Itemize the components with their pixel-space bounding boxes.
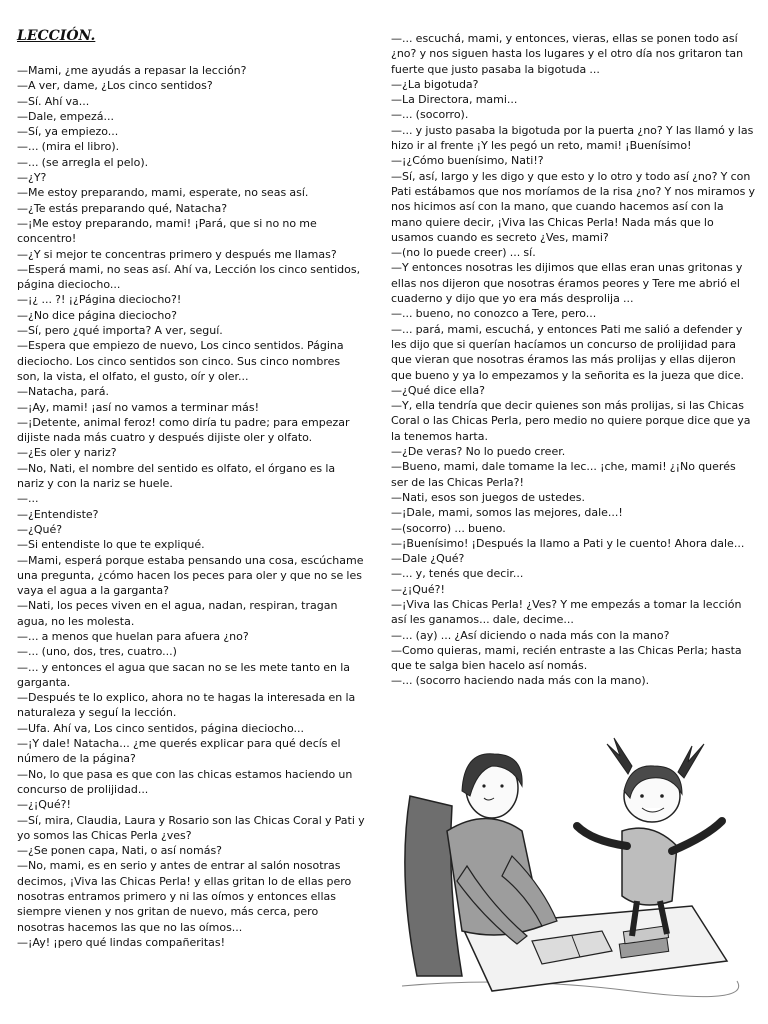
dialogue-line: —... (ay) ... ¿Así diciendo o nada más con la mano? <box>391 628 670 642</box>
dialogue-line: —A ver, dame, ¿Los cinco sentidos? <box>17 79 213 93</box>
dialogue-line: —¿Es oler y nariz? <box>17 446 117 460</box>
dialogue-line: —... (socorro). <box>391 108 469 122</box>
mother-daughter-illustration <box>392 736 742 1004</box>
dialogue-line: —No, lo que pasa es que con las chicas estamos haciendo un concurso de prolijidad... <box>17 767 353 796</box>
dialogue-line: —... (mira el libro). <box>17 140 120 154</box>
dialogue-line: —(socorro) ... bueno. <box>391 521 506 535</box>
dialogue-line: —¿¡Qué?! <box>391 582 445 596</box>
dialogue-line: —Sí, ya empiezo... <box>17 125 119 139</box>
dialogue-line: —(no lo puede creer) ... sí. <box>391 246 536 260</box>
dialogue-line: —... <box>17 492 39 506</box>
dialogue-line: —¡Dale, mami, somos las mejores, dale...! <box>391 506 623 520</box>
dialogue-line: —¡Detente, animal feroz! como diría tu padre; para empezar dijiste nada más cuatro y después dijiste oler y olfato. <box>17 415 350 445</box>
dialogue-line: —¿La bigotuda? <box>391 77 479 91</box>
dialogue-line: —¡Me estoy preparando, mami! ¡Pará, que si no no me concentro! <box>17 216 317 246</box>
dialogue-line: —Mami, ¿me ayudás a repasar la lección? <box>17 64 247 77</box>
dialogue-line: —Nati, los peces viven en el agua, nadan, respiran, tragan agua, no les molesta. <box>17 599 338 628</box>
dialogue-line: —¡Buenísimo! ¡Después la llamo a Pati y le cuento! Ahora dale... <box>391 536 745 550</box>
dialogue-line: —... (uno, dos, tres, cuatro...) <box>17 645 177 659</box>
dialogue-line: —... (se arregla el pelo). <box>17 155 149 169</box>
dialogue-line: —¿Te estás preparando qué, Natacha? <box>17 201 228 215</box>
dialogue-line: —Y, ella tendría que decir quienes son más prolijas, si las Chicas Coral o las Chicas Perla, pero medio no quiere porque dice que ya la tenemos harta. <box>391 399 751 443</box>
dialogue-line: —... y, tenés que decir... <box>391 567 524 581</box>
dialogue-line: —No, mami, es en serio y antes de entrar al salón nosotras decimos, ¡Viva las Chicas Perla! y ellas gritan lo de ellas pero nosotras entramos primero y ni las oímos y entonces ellas siempre vienen y nos gritan de nuevo, más cerca, pero nosotras hacemos las que no las oímos... <box>17 859 352 934</box>
dialogue-line: —¿Se ponen capa, Nati, o así nomás? <box>17 844 223 858</box>
dialogue-line: —... bueno, no conozco a Tere, pero... <box>391 307 597 321</box>
dialogue-line: —... (socorro haciendo nada más con la mano). <box>391 674 650 688</box>
dialogue-line: —Sí, pero ¿qué importa? A ver, seguí. <box>17 324 223 338</box>
dialogue-line: —Sí, mira, Claudia, Laura y Rosario son las Chicas Coral y Pati y yo somos las Chicas Perla ¿ves? <box>17 813 365 842</box>
dialogue-line: —Sí. Ahí va... <box>17 94 90 108</box>
dialogue-line: —¿¡Qué?! <box>17 798 71 812</box>
dialogue-line: —La Directora, mami... <box>391 93 518 107</box>
dialogue-line: —¡Ay! ¡pero qué lindas compañeritas! <box>17 935 226 949</box>
dialogue-line: —... pará, mami, escuchá, y entonces Pati me salió a defender y les dijo que si querían hacíamos un concurso de prolijidad para que vieran que nosotras éramos las más prolijas y ellas dijeron que bueno y ya lo empezamos y la señorita es la jueza que dice. <box>391 322 744 382</box>
dialogue-line: —¿No dice página dieciocho? <box>17 308 177 322</box>
dialogue-line: —Dale ¿Qué? <box>391 552 465 566</box>
dialogue-line: —¿Entendiste? <box>17 507 99 521</box>
dialogue-line: —¡Viva las Chicas Perla! ¿Ves? Y me empezás a tomar la lección así les ganamos... dale, decime... <box>391 597 742 627</box>
dialogue-line: —Nati, esos son juegos de ustedes. <box>391 490 585 504</box>
dialogue-line: —Natacha, pará. <box>17 385 109 399</box>
dialogue-line: —No, Nati, el nombre del sentido es olfato, el órgano es la nariz y con la nariz se huele. <box>17 461 336 491</box>
dialogue-line: —¿Y? <box>17 171 47 185</box>
dialogue-line: —Si entendiste lo que te expliqué. <box>17 538 205 552</box>
right-column <box>391 31 755 689</box>
dialogue-line: —¿Qué? <box>17 522 63 536</box>
dialogue-line: —... escuchá, mami, y entonces, vieras, ellas se ponen todo así ¿no? y nos siguen hasta los lugares y el otro día nos gritaron tan fuerte que justo pasaba la bigotuda ... <box>391 32 744 76</box>
dialogue-line: —Dale, empezá... <box>17 109 114 123</box>
left-column <box>17 63 365 950</box>
dialogue-line: —Mami, esperá porque estaba pensando una cosa, escúchame una pregunta, ¿cómo hacen los peces para oler y que no se les vaya el agua a la garganta? <box>17 553 364 598</box>
dialogue-line: —Como quieras, mami, recién entraste a las Chicas Perla; hasta que te salga bien hacelo así nomás. <box>391 643 742 673</box>
dialogue-line: —Ufa. Ahí va, Los cinco sentidos, página dieciocho... <box>17 721 305 735</box>
dialogue-line: —¿De veras? No lo puedo creer. <box>391 445 566 459</box>
dialogue-line: —¡Ay, mami! ¡así no vamos a terminar más! <box>17 400 260 414</box>
dialogue-line: —... y entonces el agua que sacan no se les mete tanto en la garganta. <box>17 660 350 689</box>
dialogue-line: —Me estoy preparando, mami, esperate, no seas así. <box>17 186 309 200</box>
dialogue-line: —Después te lo explico, ahora no te hagas la interesada en la naturaleza y seguí la lección. <box>17 691 356 720</box>
dialogue-line: —¡¿ ... ?! ¡¿Página dieciocho?! <box>17 293 182 307</box>
dialogue-line: —... y justo pasaba la bigotuda por la puerta ¿no? Y las llamó y las hizo ir al frente ¡Y les pegó un reto, mami! ¡Buenísimo! <box>391 123 754 153</box>
dialogue-line: —Bueno, mami, dale tomame la lec... ¡che, mami! ¿¡No querés ser de las Chicas Perla?! <box>391 460 736 489</box>
dialogue-line: —... a menos que huelan para afuera ¿no? <box>17 629 249 643</box>
dialogue-line: —Y entonces nosotras les dijimos que ellas eran unas gritonas y ellas nos dijeron que nosotras éramos peores y Tere me abrió el cuaderno y dijo que yo era más desprolija ... <box>391 261 743 306</box>
dialogue-line: —Espera que empiezo de nuevo, Los cinco sentidos. Página dieciocho. Los cinco sentidos son cinco. Sus cinco nombres son, la vista, el olfato, el gusto, oír y oler... <box>17 339 344 383</box>
dialogue-line: —Sí, así, largo y les digo y que esto y lo otro y todo así ¿no? Y con Pati estábamos que nos moríamos de la risa ¿no? Y nos miramos y nos hicimos así con la mano, que cuando hacemos así con la mano quiere decir, ¡Viva las Chicas Perla! Nada más que lo usamos cuando es secreto ¿Ves, mami? <box>391 169 756 244</box>
dialogue-line: —¿Qué dice ella? <box>391 383 485 397</box>
dialogue-line: —Esperá mami, no seas así. Ahí va, Lección los cinco sentidos, página dieciocho... <box>17 262 361 292</box>
dialogue-line: —¡¿Cómo buenísimo, Nati!? <box>391 154 544 168</box>
dialogue-line: —¡Y dale! Natacha... ¿me querés explicar para qué decís el número de la página? <box>17 737 341 766</box>
dialogue-line: —¿Y si mejor te concentras primero y después me llamas? <box>17 247 337 261</box>
page-title: LECCIÓN. <box>17 28 96 44</box>
